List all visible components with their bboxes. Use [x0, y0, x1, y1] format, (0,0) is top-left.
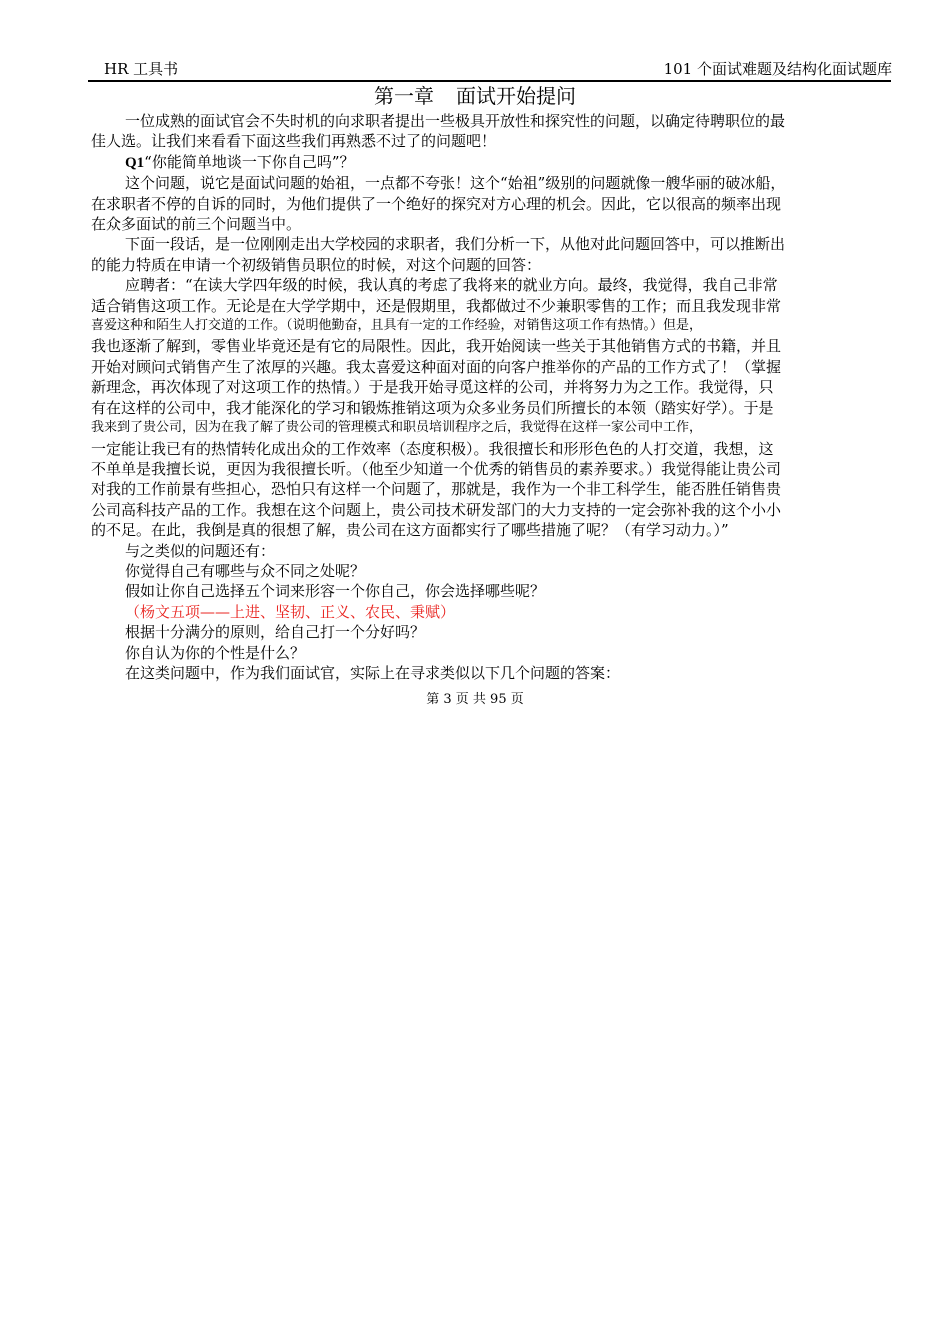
text-line: 在这类问题中，作为我们面试官，实际上在寻求类似以下几个问题的答案： — [125, 663, 621, 682]
question-text: “你能简单地谈一下你自己吗”？ — [144, 152, 355, 171]
text-line: 在求职者不停的自诉的同时，为他们提供了一个绝好的探究对方心理的机会。因此，它以很高的频率出现 — [91, 194, 782, 213]
text-line: 在众多面试的前三个问题当中。 — [91, 215, 302, 234]
text-line: 适合销售这项工作。无论是在大学学期中，还是假期里，我都做过不少兼职零售的工作；而且我发现非常 — [91, 296, 782, 315]
text-line: 你觉得自己有哪些与众不同之处呢？ — [125, 561, 366, 580]
body-text — [91, 111, 899, 683]
text-line: 假如让你自己选择五个词来形容一个你自己，你会选择哪些呢？ — [125, 582, 546, 601]
text-line: 有在这样的公司中，我才能深化的学习和锻炼推销这项为众多业务员们所擅长的本领（踏实好学）。于是 — [91, 398, 774, 417]
text-line: 与之类似的问题还有： — [125, 541, 276, 560]
text-line: 一位成熟的面试官会不失时机的向求职者提出一些极具开放性和探究性的问题，以确定待聘职位的最 — [125, 112, 786, 130]
text-line: 新理念，再次体现了对这项工作的热情。）于是我开始寻觅这样的公司，并将努力为之工作。我觉得，只 — [91, 378, 774, 397]
text-line: 开始对顾问式销售产生了浓厚的兴趣。我太喜爱这种面对面的向客户推举你的产品的工作方式了！（掌握 — [91, 357, 782, 376]
text-line: 一定能让我已有的热情转化成出众的工作效率（态度积极）。我很擅长和形形色色的人打交道，我想，这 — [91, 439, 774, 458]
text-line: 根据十分满分的原则，给自己打一个分好吗？ — [125, 623, 426, 642]
text-line: 公司高科技产品的工作。我想在这个问题上，贵公司技术研发部门的大力支持的一定会弥补我的这个小小 — [91, 500, 782, 519]
text-line: 喜爱这种和陌生人打交道的工作。（说明他勤奋，且具有一定的工作经验，对销售这项工作有热情。）但是， — [91, 318, 703, 334]
text-line: 这个问题，说它是面试问题的始祖，一点都不夸张！这个“始祖”级别的问题就像一艘华丽的破冰船， — [125, 174, 786, 193]
text-line: 我也逐渐了解到，零售业毕竟还是有它的局限性。因此，我开始阅读一些关于其他销售方式的书籍，并且 — [91, 337, 782, 356]
chapter-heading — [0, 83, 950, 109]
chapter-title: 面试开始提问 — [456, 84, 576, 108]
annotation-red: （杨文五项——上进、坚韧、正义、农民、秉赋） — [125, 602, 456, 621]
text-line: 我来到了贵公司，因为在我了解了贵公司的管理模式和职员培训程序之后，我觉得在这样一家公司中工作， — [91, 420, 703, 436]
question-label: Q1 — [125, 154, 145, 171]
text-line: 对我的工作前景有些担心，恐怕只有这样一个问题了，那就是，我作为一个非工科学生，能否胜任销售贵 — [91, 480, 782, 499]
text-line: 你自认为你的个性是什么？ — [125, 643, 306, 662]
text-line: 的能力特质在申请一个初级销售员职位的时候，对这个问题的回答： — [91, 255, 542, 274]
text-line: 下面一段话，是一位刚刚走出大学校园的求职者，我们分析一下，从他对此问题回答中，可以推断出 — [125, 235, 786, 254]
header-rule — [88, 80, 891, 82]
text-line: 的不足。在此，我倒是真的很想了解，贵公司在这方面都实行了哪些措施了呢？（有学习动力。）” — [91, 521, 729, 540]
page-footer: 第 3 页 共 95 页 — [426, 692, 524, 707]
text-line: 不单单是我擅长说，更因为我很擅长听。（他至少知道一个优秀的销售员的素养要求。）我觉得能让贵公司 — [91, 459, 782, 478]
text-line: 应聘者：“在读大学四年级的时候，我认真的考虑了我将来的就业方向。最终，我觉得，我自己非常 — [125, 276, 778, 295]
header-right: 101 个面试难题及结构化面试题库 — [663, 60, 892, 78]
header-left: HR 工具书 — [104, 60, 179, 78]
question-heading — [91, 152, 899, 173]
chapter-number: 第一章 — [374, 84, 434, 108]
text-line: 佳人选。让我们来看看下面这些我们再熟悉不过了的问题吧！ — [91, 132, 497, 151]
